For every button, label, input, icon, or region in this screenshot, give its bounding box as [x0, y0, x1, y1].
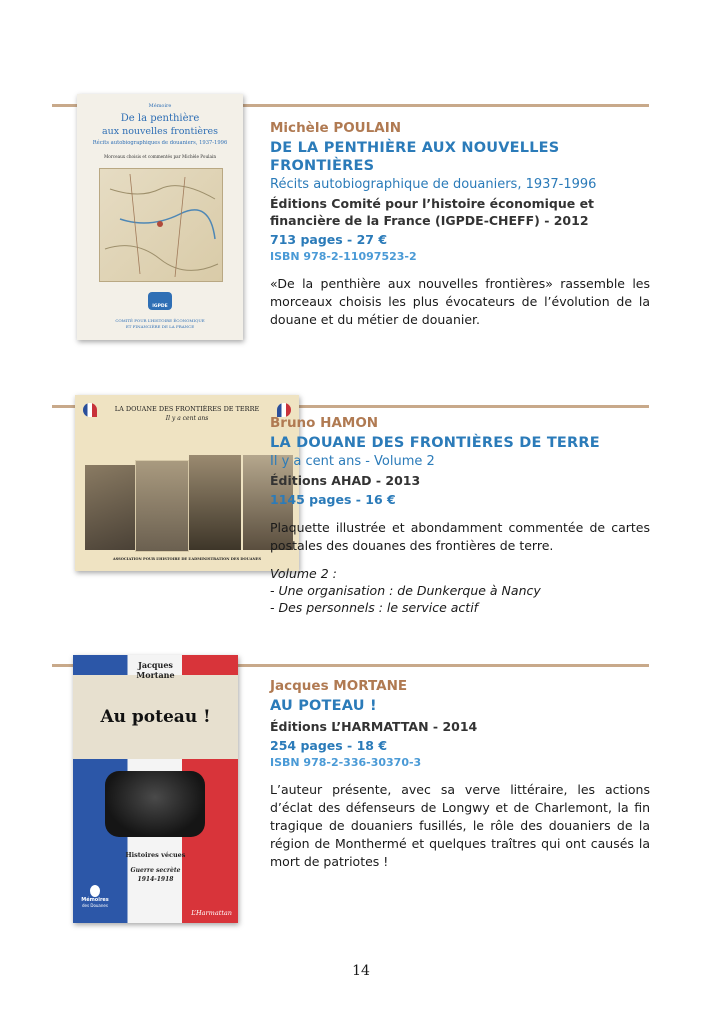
cover-sub2: Guerre secrète — [130, 867, 181, 874]
book-cover-penthiere — [77, 94, 243, 340]
volume-item: - Une organisation : de Dunkerque à Nancy — [270, 583, 541, 598]
igpde-logo — [148, 292, 172, 310]
memoires-douanes-logo — [79, 885, 111, 908]
book-title: LA DOUANE DES FRONTIÈRES DE TERRE — [270, 435, 600, 451]
book-title: AU POTEAU ! — [270, 698, 377, 714]
book-entry-1 — [270, 120, 650, 329]
cover-author-line2: Mortane — [136, 670, 175, 680]
harmattan-logo: L’Harmattan — [191, 909, 232, 917]
cover-map-illustration — [99, 168, 223, 282]
pages-price: 254 pages - 18 € — [270, 738, 388, 753]
pages-price: 713 pages - 27 € — [270, 232, 388, 247]
publisher-info: Éditions Comité pour l’histoire économique et financière de la France (IGPDE-CHEFF) - 2012 — [270, 196, 595, 228]
cover-title-line1: De la penthière — [120, 113, 200, 124]
cover-title: Au poteau ! — [100, 707, 211, 727]
book-title: DE LA PENTHIÈRE AUX NOUVELLES FRONTIÈRES — [270, 140, 560, 174]
volume-heading: Volume 2 : — [270, 566, 337, 581]
photo-officer — [189, 455, 241, 550]
book-entry-3 — [270, 678, 650, 871]
isbn: ISBN 978-2-336-30370-3 — [270, 756, 422, 769]
collection-line2: des Douanes — [82, 903, 108, 908]
cover-sub1: Histoires vécues — [125, 851, 186, 859]
cover-sub3: 1914-1918 — [137, 876, 174, 883]
cover-author-line1: Jacques — [138, 660, 173, 670]
cover-title: LA DOUANE DES FRONTIÈRES DE TERRE — [114, 405, 260, 413]
cover-title-line2: aux nouvelles frontières — [101, 126, 219, 137]
volume-contents — [270, 565, 650, 616]
page-number: 14 — [352, 963, 370, 979]
book-subtitle: Il y a cent ans - Volume 2 — [270, 454, 435, 469]
cover-footer-line1: COMITÉ POUR L’HISTOIRE ÉCONOMIQUE — [115, 318, 205, 323]
cover-subtitle: Il y a cent ans — [165, 415, 209, 422]
book-entry-2 — [270, 415, 650, 616]
publisher-info: Éditions L’HARMATTAN - 2014 — [270, 719, 478, 734]
cover-top-label: Mémoire — [148, 103, 172, 109]
photo-customs-post — [85, 465, 135, 550]
book-description: «De la penthière aux nouvelles frontières» rassemble les morceaux choisis les plus évocateurs de l’évolution de la douane et du métier de douanier. — [270, 276, 650, 327]
author-name: Jacques MORTANE — [270, 678, 408, 694]
kepi-photo — [105, 771, 205, 837]
author-name: Bruno HAMON — [270, 415, 379, 431]
cover-footer: ASSOCIATION POUR L’HISTOIRE DE L’ADMINISTRATION DES DOUANES — [112, 557, 262, 561]
isbn: ISBN 978-2-11097523-2 — [270, 250, 417, 263]
photo-postcard — [135, 460, 189, 552]
book-cover-douane-frontieres — [75, 395, 299, 571]
book-description: L’auteur présente, avec sa verve littéraire, les actions d’éclat des défenseurs de Longwy et de Charlemont, la fin tragique de douaniers fusillés, le rôle des douaniers de la région de Monthermé et quelques traîtres qui ont causés la mort de patriotes ! — [270, 782, 650, 869]
book-subtitle: Récits autobiographique de douaniers, 1937-1996 — [270, 177, 597, 192]
cover-footer-line2: ET FINANCIÈRE DE LA FRANCE — [125, 324, 195, 329]
pages-price: 1145 pages - 16 € — [270, 492, 396, 507]
author-name: Michèle POULAIN — [270, 120, 402, 136]
flame-icon — [90, 885, 100, 897]
cover-editor: Morceaux choisis et commentés par Michèle Poulain — [103, 154, 217, 159]
publisher-info: Éditions AHAD - 2013 — [270, 473, 421, 488]
book-cover-au-poteau — [73, 655, 238, 923]
igpde-logo-text: IGPDE — [152, 304, 168, 309]
book-description: Plaquette illustrée et abondamment commentée de cartes postales des douanes des frontières de terre. — [270, 520, 650, 553]
cover-subtitle: Récits autobiographiques de douaniers, 1937-1996 — [92, 140, 228, 146]
collection-line1: Mémoires — [81, 897, 109, 903]
volume-item: - Des personnels : le service actif — [270, 600, 479, 615]
